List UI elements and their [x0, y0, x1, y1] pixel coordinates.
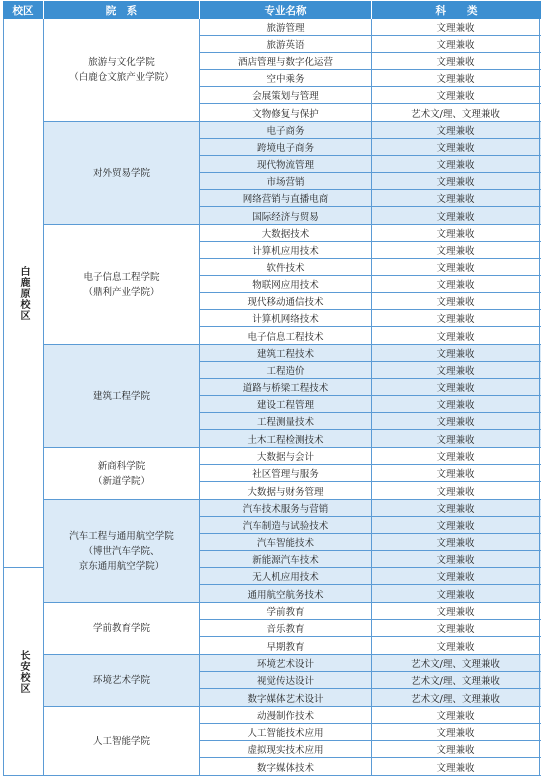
major-name: 国际经济与贸易: [200, 207, 372, 224]
major-category: 文理兼收: [372, 724, 540, 740]
major-name: 电子信息工程技术: [200, 327, 372, 344]
table-row: [200, 207, 541, 224]
major-category: 文理兼收: [372, 139, 540, 155]
major-name: 数字媒体艺术设计: [200, 689, 372, 706]
table-row: [200, 293, 541, 310]
major-name: 电子商务: [200, 122, 372, 138]
table-row: [200, 139, 541, 156]
campus-name: 白鹿原校区: [18, 265, 29, 321]
table-row: [200, 173, 541, 190]
table-row: [200, 551, 541, 568]
major-name: 汽车制造与试验技术: [200, 517, 372, 533]
table-row: [200, 603, 541, 620]
major-category: 文理兼收: [372, 430, 540, 447]
major-name: 物联网应用技术: [200, 276, 372, 292]
college-name-line: 新商科学院: [97, 460, 146, 472]
college-block: [44, 707, 541, 776]
major-category: 文理兼收: [372, 327, 540, 344]
college-name-line: 汽车工程与通用航空学院: [69, 530, 174, 542]
major-category: 文理兼收: [372, 551, 540, 567]
table-row: [200, 190, 541, 207]
college-block: [44, 122, 541, 225]
table-row: [200, 242, 541, 259]
major-category: 文理兼收: [372, 568, 540, 584]
major-name: 建筑工程技术: [200, 345, 372, 361]
major-category: 文理兼收: [372, 741, 540, 757]
major-name: 酒店管理与数字化运营: [200, 53, 372, 69]
major-category: 文理兼收: [372, 173, 540, 189]
table-row: [200, 225, 541, 242]
major-name: 跨境电子商务: [200, 139, 372, 155]
table-row: [200, 327, 541, 344]
major-category: 文理兼收: [372, 517, 540, 533]
major-name: 网络营销与直播电商: [200, 190, 372, 206]
major-category: 文理兼收: [372, 448, 540, 464]
college-block: [44, 345, 541, 448]
college-name: [44, 122, 200, 224]
major-name: 计算机应用技术: [200, 242, 372, 258]
major-category: 文理兼收: [372, 259, 540, 275]
major-category: 艺术文/理、文理兼收: [372, 655, 540, 671]
major-category: 文理兼收: [372, 207, 540, 224]
major-category: 艺术文/理、文理兼收: [372, 672, 540, 688]
enrollment-table: [3, 1, 541, 776]
college-name: [44, 603, 200, 654]
table-row: [200, 637, 541, 654]
campus-cell: [3, 568, 44, 776]
major-name: 学前教育: [200, 603, 372, 619]
major-category: 文理兼收: [372, 362, 540, 378]
table-row: [200, 655, 541, 672]
major-category: 文理兼收: [372, 87, 540, 103]
header-college: 院 系: [44, 1, 200, 19]
major-name: 新能源汽车技术: [200, 551, 372, 567]
table-row: [200, 689, 541, 706]
major-category: 文理兼收: [372, 242, 540, 258]
table-row: [200, 36, 541, 53]
major-category: 文理兼收: [372, 156, 540, 172]
major-name: 无人机应用技术: [200, 568, 372, 584]
major-name: 软件技术: [200, 259, 372, 275]
table-row: [200, 413, 541, 430]
major-category: 文理兼收: [372, 19, 540, 35]
campus-column: [3, 19, 44, 776]
table-body: [3, 19, 541, 776]
major-name: 人工智能技术应用: [200, 724, 372, 740]
major-name: 空中乘务: [200, 70, 372, 86]
college-name: [44, 655, 200, 706]
college-name-line: 京东通用航空学院）: [78, 560, 165, 572]
major-category: 文理兼收: [372, 36, 540, 52]
major-category: 文理兼收: [372, 500, 540, 516]
table-row: [200, 19, 541, 36]
campus-cell: [3, 19, 44, 568]
table-row: [200, 707, 541, 724]
major-category: 文理兼收: [372, 310, 540, 326]
table-row: [200, 259, 541, 276]
college-name-line: （博世汽车学院、: [83, 545, 160, 557]
major-name: 视觉传达设计: [200, 672, 372, 688]
major-name: 早期教育: [200, 637, 372, 654]
table-row: [200, 70, 541, 87]
major-name: 旅游管理: [200, 19, 372, 35]
major-category: 艺术文/理、文理兼收: [372, 104, 540, 121]
table-row: [200, 430, 541, 447]
college-block: [44, 225, 541, 345]
major-name: 音乐教育: [200, 620, 372, 636]
table-row: [200, 465, 541, 482]
table-row: [200, 672, 541, 689]
major-name: 计算机网络技术: [200, 310, 372, 326]
major-name: 旅游英语: [200, 36, 372, 52]
major-name: 汽车智能技术: [200, 534, 372, 550]
table-row: [200, 724, 541, 741]
college-name-line: 电子信息工程学院: [83, 271, 160, 283]
major-category: 文理兼收: [372, 413, 540, 429]
college-name: [44, 345, 200, 447]
major-category: 文理兼收: [372, 225, 540, 241]
major-name: 土木工程检测技术: [200, 430, 372, 447]
major-name: 道路与桥梁工程技术: [200, 379, 372, 395]
table-row: [200, 122, 541, 139]
table-row: [200, 396, 541, 413]
college-name-line: 对外贸易学院: [92, 167, 150, 179]
major-name: 虚拟现实技术应用: [200, 741, 372, 757]
major-category: 文理兼收: [372, 293, 540, 309]
major-category: 文理兼收: [372, 482, 540, 499]
major-category: 文理兼收: [372, 379, 540, 395]
table-row: [200, 362, 541, 379]
college-name: [44, 225, 200, 344]
major-category: 文理兼收: [372, 396, 540, 412]
major-name: 动漫制作技术: [200, 707, 372, 723]
college-name: [44, 500, 200, 602]
major-category: 文理兼收: [372, 465, 540, 481]
major-category: 文理兼收: [372, 276, 540, 292]
major-category: 文理兼收: [372, 345, 540, 361]
table-row: [200, 482, 541, 499]
major-category: 文理兼收: [372, 534, 540, 550]
table-row: [200, 310, 541, 327]
major-category: 文理兼收: [372, 707, 540, 723]
table-row: [200, 758, 541, 775]
college-name-line: （白鹿仓文旅产业学院）: [69, 72, 174, 83]
table-row: [200, 87, 541, 104]
header-campus: 校区: [3, 1, 44, 19]
college-name: [44, 707, 200, 775]
major-name: 工程造价: [200, 362, 372, 378]
major-name: 建设工程管理: [200, 396, 372, 412]
major-category: 文理兼收: [372, 620, 540, 636]
major-name: 通用航空航务技术: [200, 585, 372, 602]
college-name-line: 学前教育学院: [92, 623, 150, 634]
table-row: [200, 448, 541, 465]
major-category: 文理兼收: [372, 637, 540, 654]
college-name-line: （鼎利产业学院）: [83, 286, 160, 298]
table-row: [200, 276, 541, 293]
major-category: 艺术文/理、文理兼收: [372, 689, 540, 706]
college-block: [44, 19, 541, 122]
college-column: [44, 19, 541, 776]
header-category: 科 类: [435, 4, 478, 17]
college-name: [44, 19, 200, 121]
major-name: 会展策划与管理: [200, 87, 372, 103]
table-row: [200, 500, 541, 517]
major-category: 文理兼收: [372, 603, 540, 619]
college-name-line: （新道学院）: [92, 475, 150, 487]
major-name: 市场营销: [200, 173, 372, 189]
major-category: 文理兼收: [372, 122, 540, 138]
table-row: [200, 620, 541, 637]
table-row: [200, 104, 541, 121]
college-name-line: 建筑工程学院: [92, 390, 150, 402]
college-block: [44, 448, 541, 500]
college-name-line: 人工智能学院: [92, 735, 150, 747]
major-category: 文理兼收: [372, 53, 540, 69]
major-name: 数字媒体技术: [200, 758, 372, 775]
table-row: [200, 741, 541, 758]
college-name-line: 环境艺术学院: [92, 675, 150, 686]
table-row: [200, 568, 541, 585]
college-block: [44, 603, 541, 655]
major-category: 文理兼收: [372, 585, 540, 602]
table-row: [200, 585, 541, 602]
header-major: 专业名称: [200, 1, 372, 19]
major-name: 社区管理与服务: [200, 465, 372, 481]
college-name-line: 旅游与文化学院: [88, 57, 155, 68]
table-row: [200, 517, 541, 534]
major-category: 文理兼收: [372, 190, 540, 206]
table-header: [3, 1, 541, 19]
major-category: 文理兼收: [372, 70, 540, 86]
table-row: [200, 156, 541, 173]
table-row: [200, 53, 541, 70]
table-row: [200, 379, 541, 396]
major-name: 大数据与财务管理: [200, 482, 372, 499]
major-name: 现代移动通信技术: [200, 293, 372, 309]
major-name: 现代物流管理: [200, 156, 372, 172]
major-name: 大数据技术: [200, 225, 372, 241]
table-row: [200, 345, 541, 362]
major-name: 文物修复与保护: [200, 104, 372, 121]
table-row: [200, 534, 541, 551]
college-block: [44, 500, 541, 603]
major-category: 文理兼收: [372, 758, 540, 775]
major-name: 汽车技术服务与营销: [200, 500, 372, 516]
major-name: 环境艺术设计: [200, 655, 372, 671]
college-name: [44, 448, 200, 499]
campus-name: 长安校区: [18, 649, 29, 694]
major-name: 大数据与会计: [200, 448, 372, 464]
college-block: [44, 655, 541, 707]
major-name: 工程测量技术: [200, 413, 372, 429]
